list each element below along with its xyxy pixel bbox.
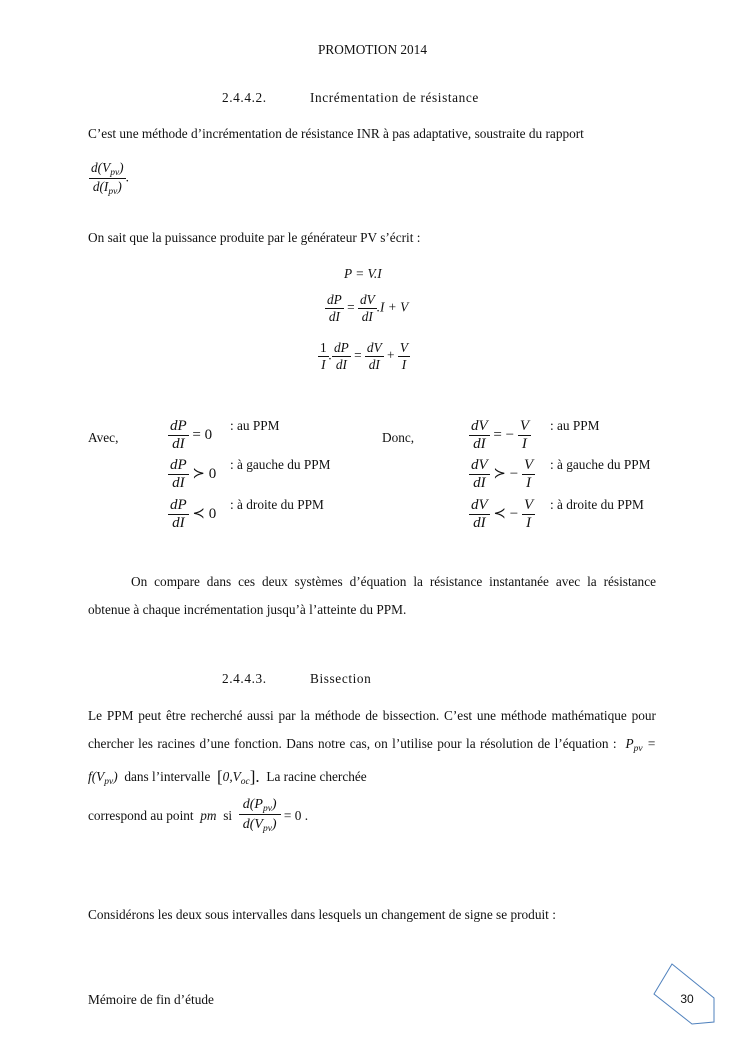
condition-left-2: $\frac{dP}{dI}$ ≻ 0: [170, 457, 217, 491]
donc-label: Donc,: [382, 430, 415, 445]
condition-left-3-label: : à droite du PPM: [230, 497, 324, 512]
condition-right-2-label: : à gauche du PPM: [550, 457, 651, 472]
last-paragraph: Considérons les deux sous intervalles dans lesquels un changement de signe se produit :: [88, 907, 556, 922]
condition-left-1-label: : au PPM: [230, 418, 280, 433]
compare-paragraph: On compare dans ces deux systèmes d’équation la résistance instantanée avec la résistance obtenue à chaque incrémentation jusqu’à l’atteinte du PPM.: [88, 574, 656, 617]
condition-left-2-label: : à gauche du PPM: [230, 457, 331, 472]
page-number: 30: [680, 992, 694, 1006]
ratio-fraction: $\frac{d(V_{pv})}{d(I_{pv})}$ .: [91, 160, 129, 197]
avec-label: Avec,: [88, 430, 119, 445]
section-title: Incrémentation de résistance: [310, 90, 479, 105]
condition-right-2: $\frac{dV}{dI}$ ≻ − $\frac{V}{I}$: [471, 457, 534, 491]
condition-right-3: $\frac{dV}{dI}$ ≺ − $\frac{V}{I}$: [471, 497, 534, 531]
section-title-2: Bissection: [310, 671, 372, 686]
power-paragraph: On sait que la puissance produite par le générateur PV s’écrit :: [88, 230, 421, 245]
section-number-2: 2.4.4.3.: [222, 671, 267, 686]
footer-text: Mémoire de fin d’étude: [88, 992, 214, 1007]
page-header: PROMOTION 2014: [318, 42, 427, 57]
condition-right-1: $\frac{dV}{dI}$ = − $\frac{V}{I}$: [471, 418, 530, 452]
equation-power: P = V.I: [344, 266, 382, 281]
intro-paragraph: C’est une méthode d’incrémentation de résistance INR à pas adaptative, soustraite du rapport: [88, 126, 584, 141]
section-number: 2.4.4.2.: [222, 90, 267, 105]
root-condition: correspond au point pm si $\frac{d(P_{pv})}{d(V_{pv})}$ = 0 .: [88, 797, 309, 834]
bissection-paragraph: Le PPM peut être recherché aussi par la méthode de bissection. C’est une méthode mathématique pour chercher les racines d’une fonction. Dans notre cas, on l’utilise pour la résolution de l’équation : $P_{pv} = f(V_{pv})$ dans l’intervalle $[0,V_{oc}]$. La racine cherchée: [88, 708, 656, 787]
equation-normalized: $\frac{1}{I}$ . $\frac{dP}{dI}$ = $\frac{dV}{dI}$ + $\frac{V}{I}$: [320, 340, 408, 372]
condition-right-3-label: : à droite du PPM: [550, 497, 644, 512]
equation-derivative: $\frac{dP}{dI}$ = $\frac{dV}{dI}$ .I + V: [327, 292, 409, 324]
condition-left-1: $\frac{dP}{dI}$ = 0: [170, 418, 213, 452]
condition-left-3: $\frac{dP}{dI}$ ≺ 0: [170, 497, 217, 531]
condition-right-1-label: : au PPM: [550, 418, 600, 433]
